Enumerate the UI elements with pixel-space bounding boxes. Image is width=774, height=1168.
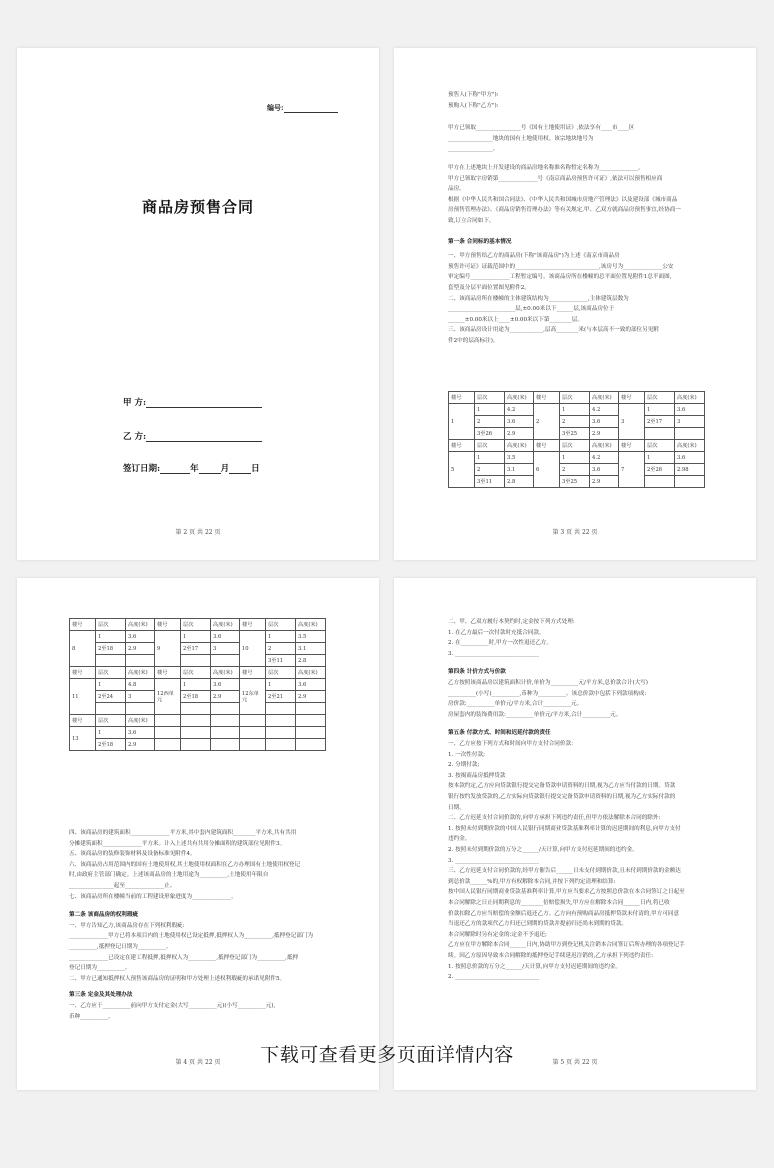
column-header: 高度(米) <box>675 392 705 404</box>
column-header: 高度(米) <box>126 715 155 727</box>
text-line: 违约金。 <box>448 836 471 843</box>
floor-cell: 1 <box>560 452 590 464</box>
height-cell: 2.8 <box>296 655 326 667</box>
column-header: 层次 <box>475 392 505 404</box>
section-heading: 第二条 该商品房的权利瑕疵 <box>69 912 139 919</box>
contract-code-field <box>267 103 338 113</box>
height-cell: 3.6 <box>211 631 240 643</box>
floor-cell <box>96 655 126 667</box>
column-header: 层次 <box>96 715 126 727</box>
building-number: 12东单元 <box>240 679 266 715</box>
floor-cell: 1 <box>475 404 505 416</box>
column-header: 楼号 <box>70 715 96 727</box>
floor-cell: 1 <box>266 679 296 691</box>
floor-cell: 1 <box>181 679 211 691</box>
text-line: 致,订立合同如下。 <box>448 218 495 224</box>
table-row <box>449 464 705 476</box>
text-line: 本合同解除之日止同期利息的________倍赔偿损失,甲方应在解除本合同______日内,将已收 <box>448 900 670 906</box>
floor-cell <box>96 703 126 715</box>
text-line: ________________起至______________止。 <box>69 883 176 889</box>
text-line: 时,由政府主管部门确定。上述该商品房的土地用途为__________,土地使用年限自 <box>69 872 269 879</box>
height-cell: 2.9 <box>590 428 619 440</box>
text-line: 1. 在乙方最后一次付款时充抵合同款。 <box>448 629 545 636</box>
contract-page-5 <box>394 578 756 1090</box>
text-line: 房预售管理办法》、《商品房销售管理办法》等有关规定,甲、乙双方就商品房预售事宜,经协商一 <box>448 207 681 214</box>
empty-cell <box>240 739 266 751</box>
text-line: 七、该商品房所在楼幢当前的工程建设形象进度为______________。 <box>69 893 237 900</box>
table-row <box>449 476 705 488</box>
floor-cell: 1 <box>645 404 675 416</box>
text-line: 六、该商品房占用范围内的国有土地使用权,其土地使用权面积在乙方办理国有土地使用权登记 <box>69 861 301 868</box>
section-heading: 第一条 合同标的基本情况 <box>448 238 512 245</box>
column-header: 楼号 <box>70 619 96 631</box>
building-number: 2 <box>534 404 560 440</box>
table-row <box>70 727 326 739</box>
column-header: 高度(米) <box>296 667 326 679</box>
empty-cell <box>266 715 296 727</box>
column-header: 层次 <box>560 440 590 452</box>
empty-cell <box>181 739 211 751</box>
height-cell: 3.6 <box>126 727 155 739</box>
text-line: 一、乙方应按下列方式和时间向甲方支付合同价款: <box>448 741 573 747</box>
building-number: 9 <box>155 631 181 667</box>
height-cell: 3.6 <box>590 416 619 428</box>
floor-cell: 2 <box>560 464 590 476</box>
height-cell: 2.9 <box>126 739 155 751</box>
text-line: 二、乙方迟延支付合同价款的,向甲方承担下列违约责任,但甲方依法解除本合同的除外: <box>448 815 661 822</box>
text-line: 3. 按揭商品房抵押贷款 <box>448 772 506 779</box>
text-line: 登记日期为__________。 <box>69 965 131 972</box>
column-header: 层次 <box>96 667 126 679</box>
column-header: 高度(米) <box>126 667 155 679</box>
column-header: 层次 <box>266 619 296 631</box>
floor-cell <box>645 476 675 488</box>
text-line: 3. ______________________________ <box>448 857 540 864</box>
building-number: 1 <box>449 404 475 440</box>
column-header: 高度(米) <box>505 440 534 452</box>
building-number: 8 <box>70 631 96 667</box>
column-header: 高度(米) <box>126 619 155 631</box>
table-row <box>70 655 326 667</box>
text-line: 1. 按照总价款的万分之______/天计算,向甲方支付迟延期间的违约金。 <box>448 963 621 970</box>
column-header: 楼号 <box>155 619 181 631</box>
table-row <box>449 452 705 464</box>
section-heading: 第三条 定金及其处理办法 <box>69 992 133 999</box>
height-cell: 3.6 <box>675 404 705 416</box>
column-header: 楼号 <box>449 392 475 404</box>
height-cell <box>211 655 240 667</box>
height-cell: 2.9 <box>590 476 619 488</box>
text-line: 房屋套内的装饰费用款:__________单价元/平方米,合计__________元。 <box>448 711 622 718</box>
table-row <box>70 679 326 691</box>
building-number: 13 <box>70 727 96 751</box>
text-line: 价款扣除乙方应当赔偿的金额后退还乙方。乙方向有预购商品房抵押贷款未付清的,甲方可同意 <box>448 910 680 917</box>
code-label: 编号: <box>267 103 284 112</box>
text-line: 1. 一次性付款; <box>448 751 485 758</box>
text-line: 本合同解除时另有定金的:定金不予退还; <box>448 931 547 938</box>
table-row <box>449 404 705 416</box>
column-header: 层次 <box>645 440 675 452</box>
floor-cell: 2至17 <box>181 643 211 655</box>
floor-cell: 1 <box>266 631 296 643</box>
height-cell: 3.6 <box>590 464 619 476</box>
building-number: 3 <box>619 404 645 440</box>
party-a-label: 甲 方: <box>123 398 147 408</box>
text-line: 1. 按照未付到期价款的中国人民银行同期商业贷款基准利率计算的迟延期间的利息,向甲方支付 <box>448 825 681 832</box>
party-a-field <box>123 396 262 408</box>
page-number: 第 3 页 共 22 页 <box>552 529 598 536</box>
text-line: 预售人(下称"甲方"): <box>448 92 499 98</box>
floor-cell <box>266 703 296 715</box>
text-line: 二、甲方已通知抵押权人预售该商品房的证明和甲方处理上述权利瑕疵的承诺见附件5。 <box>69 975 286 982</box>
column-header: 楼号 <box>70 667 96 679</box>
page-number: 第 5 页 共 22 页 <box>552 1059 598 1066</box>
text-line: 件2中的层高标注)。 <box>448 338 499 344</box>
floor-cell: 2 <box>475 416 505 428</box>
empty-cell <box>240 715 266 727</box>
contract-title: 商品房预售合同 <box>141 198 254 216</box>
height-cell <box>296 703 326 715</box>
text-line: 到总价款______%的,甲方有权解除本合同,并按下列约定清理和结算: <box>448 878 616 885</box>
text-line: ________________________层,±0.00米以下______层,该商品房位于 <box>448 306 615 313</box>
floor-cell: 1 <box>96 679 126 691</box>
floor-cell: 1 <box>96 727 126 739</box>
height-cell: 3 <box>126 691 155 703</box>
height-cell <box>675 428 705 440</box>
empty-cell <box>211 727 240 739</box>
height-cell: 4.2 <box>590 452 619 464</box>
height-cell: 3.1 <box>296 643 326 655</box>
column-header: 楼号 <box>449 440 475 452</box>
floor-cell: 2至24 <box>96 691 126 703</box>
contract-page-4 <box>17 578 379 1090</box>
floor-cell: 2 <box>475 464 505 476</box>
floor-cell: 2至18 <box>181 691 211 703</box>
section-heading: 第四条 计价方式与价款 <box>448 669 506 676</box>
floor-cell <box>645 428 675 440</box>
text-line: 2. 分期付款; <box>448 762 480 769</box>
floor-cell: 2至21 <box>266 691 296 703</box>
floor-cell: 1 <box>96 631 126 643</box>
empty-cell <box>296 739 326 751</box>
table-row <box>449 428 705 440</box>
contract-page-3 <box>394 48 756 560</box>
column-header: 高度(米) <box>590 440 619 452</box>
column-header: 高度(米) <box>505 392 534 404</box>
floor-cell: 1 <box>560 404 590 416</box>
height-cell: 3.6 <box>505 416 534 428</box>
floor-cell: 1 <box>475 452 505 464</box>
page-number: 第 4 页 共 22 页 <box>175 1059 221 1066</box>
party-b-label: 乙 方: <box>123 432 147 442</box>
text-line: ________________。 <box>448 146 499 153</box>
text-line: 当退还乙方的款项代乙方归还已到期的贷款并提前归还尚未到期的贷款。 <box>448 921 628 928</box>
empty-cell <box>181 715 211 727</box>
column-header: 楼号 <box>155 667 181 679</box>
text-line: ______±0.00米以上____±0.00米以下第________层。 <box>448 316 583 323</box>
floor-cell <box>181 703 211 715</box>
height-cell: 3 <box>211 643 240 655</box>
table-row <box>449 416 705 428</box>
height-cell <box>211 703 240 715</box>
text-line: 2. 按照未付到期价款的万分之______/天计算,向甲方支付迟延期间的违约金。 <box>448 847 638 853</box>
column-header: 层次 <box>645 392 675 404</box>
page-number: 第 2 页 共 22 页 <box>175 529 221 536</box>
text-line: 乙方应在甲方解除本合同______日内,协助甲方到登记机关注销本合同签订后所办理的各项登记手 <box>448 942 685 949</box>
text-line: 甲方已领取________________号《国有土地使用证》,依法享有____市____区 <box>448 125 635 132</box>
column-header: 楼号 <box>619 440 645 452</box>
building-number: 11 <box>70 679 96 715</box>
text-line: 银行按约发放贷款的,乙方实际向贷款银行提交完备贷款申请资料的日期,视为乙方实际付款的 <box>448 794 676 800</box>
text-line: 按本款约定,乙方应向贷款银行提交完备贷款申请资料的日期,视为乙方应当付款的日期。贷款 <box>448 783 676 790</box>
floor-cell: 3至26 <box>475 428 505 440</box>
table-row <box>70 739 326 751</box>
text-line: 房价款:__________单价元/平方米,合计__________元。 <box>448 701 583 708</box>
building-number: 7 <box>619 452 645 488</box>
party-b-field <box>123 430 262 442</box>
column-header: 楼号 <box>534 440 560 452</box>
floor-cell: 1 <box>181 631 211 643</box>
table-header-row <box>449 440 705 452</box>
text-line: 乙方按照该商品房以建筑面积计价,单价为__________元/平方米,总价款合计(大写) <box>448 680 648 686</box>
empty-cell <box>296 715 326 727</box>
text-line: 套型及分层平面位置图见附件2。 <box>448 285 530 291</box>
table-row <box>70 691 326 703</box>
empty-cell <box>155 739 181 751</box>
table-row <box>70 631 326 643</box>
empty-cell <box>155 715 181 727</box>
floor-cell: 2至18 <box>96 643 126 655</box>
floor-cell: 3至25 <box>560 476 590 488</box>
height-cell: 3.6 <box>296 679 326 691</box>
height-cell: 4.2 <box>590 404 619 416</box>
text-line: 一、乙方应于__________前向甲方支付定金(大写__________元)(小写__________元), <box>69 1003 276 1009</box>
column-header: 楼号 <box>619 392 645 404</box>
empty-cell <box>211 739 240 751</box>
building-number: 5 <box>449 452 475 488</box>
column-header: 层次 <box>266 667 296 679</box>
table-header-row <box>70 619 326 631</box>
column-header: 层次 <box>475 440 505 452</box>
text-line: 一、甲方告知乙方,该商品房存在下列权利瑕疵: <box>69 922 185 929</box>
text-line: 甲方已领取字房销第______________号《南京商品房预售许可证》,依法可以预售相应商 <box>448 175 663 182</box>
text-line: 续。因乙方原因导致本合同解除的抵押登记手续延迟注销的,乙方承担下列违约责任: <box>448 953 654 959</box>
empty-cell <box>266 739 296 751</box>
sign-date-field: 签订日期: 年 月 日 <box>123 464 260 474</box>
height-cell: 3 <box>675 416 705 428</box>
height-cell: 3.1 <box>505 464 534 476</box>
column-header: 楼号 <box>240 667 266 679</box>
text-line: 二、该商品房所在楼幢的主体建筑结构为______________,主体建筑层数为 <box>448 295 629 302</box>
text-line: 二、甲、乙双方履行本契约时,定金按下列方式处理: <box>448 619 575 625</box>
table-header-row <box>449 392 705 404</box>
column-header: 楼号 <box>534 392 560 404</box>
text-line: 2. 在__________时,甲方一次性退还乙方。 <box>448 640 552 647</box>
height-cell: 4.2 <box>505 404 534 416</box>
height-cell: 2.9 <box>296 691 326 703</box>
text-line: 币种__________。 <box>69 1013 114 1020</box>
column-header: 高度(米) <box>675 440 705 452</box>
column-header: 层次 <box>560 392 590 404</box>
text-line: ______________已设定在建工程抵押,抵押权人为__________,抵押登记部门为__________,抵押 <box>69 954 299 961</box>
section-heading: 第五条 付款方式、时间和迟延付款的责任 <box>448 730 551 737</box>
height-cell: 2.98 <box>675 464 705 476</box>
text-line: 预购人(下称"乙方"): <box>448 102 499 109</box>
text-line: 四、该商品房的建筑面积______________平方米,其中套内建筑面积________平方米,共有共用 <box>69 830 297 836</box>
floor-cell: 1 <box>645 452 675 464</box>
height-cell: 3.6 <box>126 631 155 643</box>
height-cell <box>126 655 155 667</box>
text-line: 一、甲方预售给乙方的商品房(下称"该商品房")为上述《南京市商品房 <box>448 253 620 260</box>
column-header: 高度(米) <box>211 667 240 679</box>
empty-cell <box>240 727 266 739</box>
table-row <box>70 703 326 715</box>
empty-cell <box>266 727 296 739</box>
column-header: 楼号 <box>240 619 266 631</box>
empty-cell <box>296 727 326 739</box>
building-number: 6 <box>534 452 560 488</box>
floor-cell <box>181 655 211 667</box>
cover-page <box>17 48 379 560</box>
text-line: 甲方在上述地块上开发建设的商品房地名称准名称暂定名称为______________, <box>448 165 640 171</box>
building-number: 10 <box>240 631 266 667</box>
height-cell: 2.9 <box>126 643 155 655</box>
column-header: 高度(米) <box>590 392 619 404</box>
text-line: 五、该商品房的装修装饰材料及设备标准见附件4。 <box>69 851 196 858</box>
text-line: __________,抵押登记日期为__________。 <box>69 944 172 950</box>
text-line: 分摊建筑面积______________平方米。计入上述共有共用分摊面积的建筑部位见附件3。 <box>69 840 286 847</box>
height-cell <box>126 703 155 715</box>
text-line: 三、乙方迟延支付合同价款的,经甲方催告后______日未支付到期价款,且未付到期价款的金额达 <box>448 868 681 875</box>
text-line: __________(小写)__________,币种为__________。该总价款中包括下列款项构成: <box>448 690 647 697</box>
text-line: 2. ______________________________ <box>448 974 540 981</box>
building-number: 12西单元 <box>155 679 181 715</box>
height-cell: 2.8 <box>505 476 534 488</box>
height-cell: 2.9 <box>211 691 240 703</box>
text-line: 日期。 <box>448 804 465 811</box>
column-header: 层次 <box>181 667 211 679</box>
floor-cell: 2 <box>560 416 590 428</box>
column-header: 层次 <box>181 619 211 631</box>
building-height-table <box>448 391 705 488</box>
table-row <box>70 643 326 655</box>
building-height-table <box>69 618 326 751</box>
text-line: 预售许可证》证载范围中的______________________________,该房号为______________公安 <box>448 263 674 270</box>
table-header-row <box>70 667 326 679</box>
height-cell: 3.6 <box>211 679 240 691</box>
floor-cell: 3至11 <box>475 476 505 488</box>
floor-cell: 2至18 <box>96 739 126 751</box>
height-cell: 3.5 <box>505 452 534 464</box>
text-line: 审定编号______________工程暂定编号。该商品房所在楼幢的总平面位置见附件1总平面图, <box>448 274 672 281</box>
empty-cell <box>181 727 211 739</box>
height-cell: 2.9 <box>505 428 534 440</box>
empty-cell <box>155 727 181 739</box>
empty-cell <box>211 715 240 727</box>
text-line: ______________甲方已将本项目内的土地使用权已设定抵押,抵押权人为__________,抵押登记部门为 <box>69 933 314 940</box>
column-header: 高度(米) <box>211 619 240 631</box>
table-header-row <box>70 715 326 727</box>
floor-cell: 3至25 <box>560 428 590 440</box>
text-line: 按中国人民银行同期商业贷款基准利率计算,甲方应当要求乙方按照总价款在本合同签订之日起至 <box>448 889 685 896</box>
text-line: 根据《中华人民共和国合同法》、《中华人民共和国城市房地产管理法》以及建设部《城市商品 <box>448 196 678 203</box>
height-cell <box>675 476 705 488</box>
height-cell: 3.5 <box>296 631 326 643</box>
floor-cell: 2至17 <box>645 416 675 428</box>
column-header: 层次 <box>96 619 126 631</box>
floor-cell: 2 <box>266 643 296 655</box>
column-header: 高度(米) <box>296 619 326 631</box>
height-cell: 3.6 <box>675 452 705 464</box>
text-line: 品房。 <box>448 186 465 193</box>
download-caption: 下载可查看更多页面详情内容 <box>260 1044 514 1066</box>
floor-cell: 3至11 <box>266 655 296 667</box>
text-line: ________________地块的国有土地使用权。该宗地块地号为 <box>448 135 594 142</box>
text-line: 三、该商品房设计用途为____________,层高________米(与本层高不一致的部位另见附 <box>448 327 659 334</box>
text-line: 3. ______________________________ <box>448 650 540 657</box>
floor-cell: 2至26 <box>645 464 675 476</box>
height-cell: 4.8 <box>126 679 155 691</box>
